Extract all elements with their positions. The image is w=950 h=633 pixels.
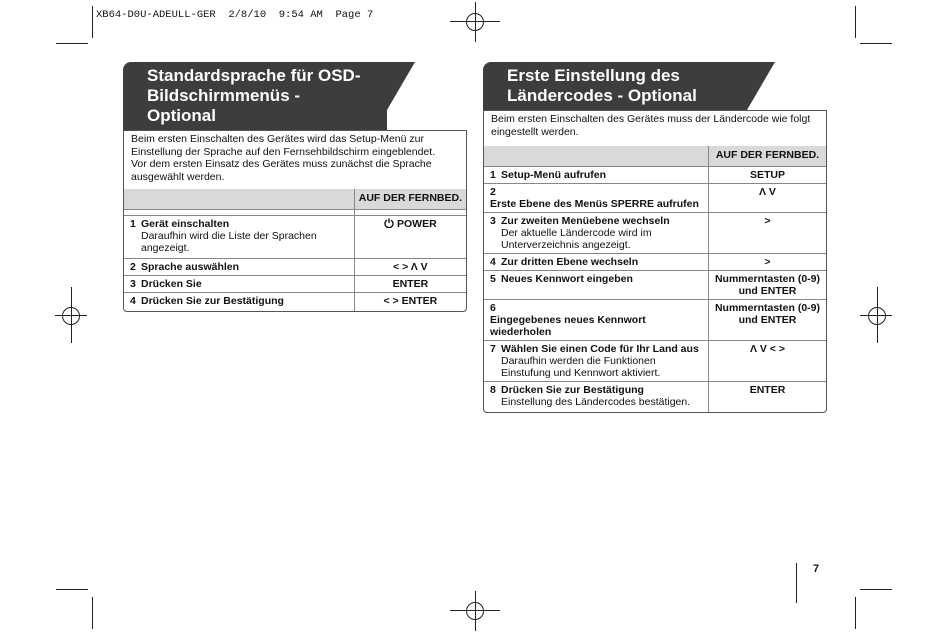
language-section [123, 62, 467, 312]
table-row: 5 Neues Kennwort eingeben Nummerntasten (0-9) und ENTER [484, 271, 826, 300]
power-icon [384, 218, 397, 230]
table-row: 3 Zur zweiten Menüebene wechseln Der aktuelle Ländercode wird im Unterverzeichnis angezeigt. > [484, 213, 826, 254]
page-edge-mark [796, 563, 797, 603]
column-header: AUF DER FERNBED. [708, 146, 826, 167]
table-row: 1 Setup-Menü aufrufen SETUP [484, 167, 826, 184]
section-title: Erste Einstellung des Ländercodes - Optional [483, 62, 747, 110]
intro-text: Beim ersten Einschalten des Gerätes muss der Ländercode wie folgt eingestellt werden. [491, 113, 811, 138]
table-row: 3 Drücken Sie ENTER [124, 276, 466, 293]
table-row: 2 Sprache auswählen < > Λ V [124, 259, 466, 276]
crop-mark [92, 6, 93, 38]
table-row: 8 Drücken Sie zur Bestätigung Einstellung des Ländercodes bestätigen. ENTER [484, 382, 826, 413]
intro-text: Beim ersten Einschalten des Gerätes wird das Setup-Menü zur Einstellung der Sprache auf den Fernsehbildschirm eingeblendet. Vor dem ersten Einsatz des Gerätes muss zunächst die Sprache ausgewählt werden. [131, 133, 436, 183]
steps-table [124, 189, 466, 311]
crop-mark [860, 589, 892, 590]
table-row: 4 Drücken Sie zur Bestätigung < > ENTER [124, 293, 466, 312]
table-row: 1 Gerät einschalten Daraufhin wird die Liste der Sprachen angezeigt. POWER [124, 216, 466, 259]
column-header: AUF DER FERNBED. [354, 189, 466, 210]
crop-mark [855, 597, 856, 629]
crop-mark [56, 589, 88, 590]
crop-mark [855, 6, 856, 38]
country-code-section [483, 62, 827, 413]
page-number: 7 [813, 563, 820, 575]
table-row: 7 Wählen Sie einen Code für Ihr Land aus Daraufhin werden die Funktionen Einstufung und Kennwort aktiviert. Λ V < > [484, 341, 826, 382]
instruction-box [483, 110, 827, 413]
steps-table [484, 146, 826, 412]
table-row: 4 Zur dritten Ebene wechseln > [484, 254, 826, 271]
table-row: 2Erste Ebene des Menüs SPERRE aufrufen Λ V [484, 184, 826, 213]
print-header: XB64-D0U-ADEULL-GER 2/8/10 9:54 AM Page 7 [96, 9, 374, 21]
instruction-box [123, 130, 467, 312]
crop-mark [860, 43, 892, 44]
crop-mark [56, 43, 88, 44]
table-row: 6Eingegebenes neues Kennwort wiederholen Nummerntasten (0-9) und ENTER [484, 300, 826, 341]
section-title: Standardsprache für OSD- Bildschirmmenüs - Optional [123, 62, 387, 130]
crop-mark [92, 597, 93, 629]
